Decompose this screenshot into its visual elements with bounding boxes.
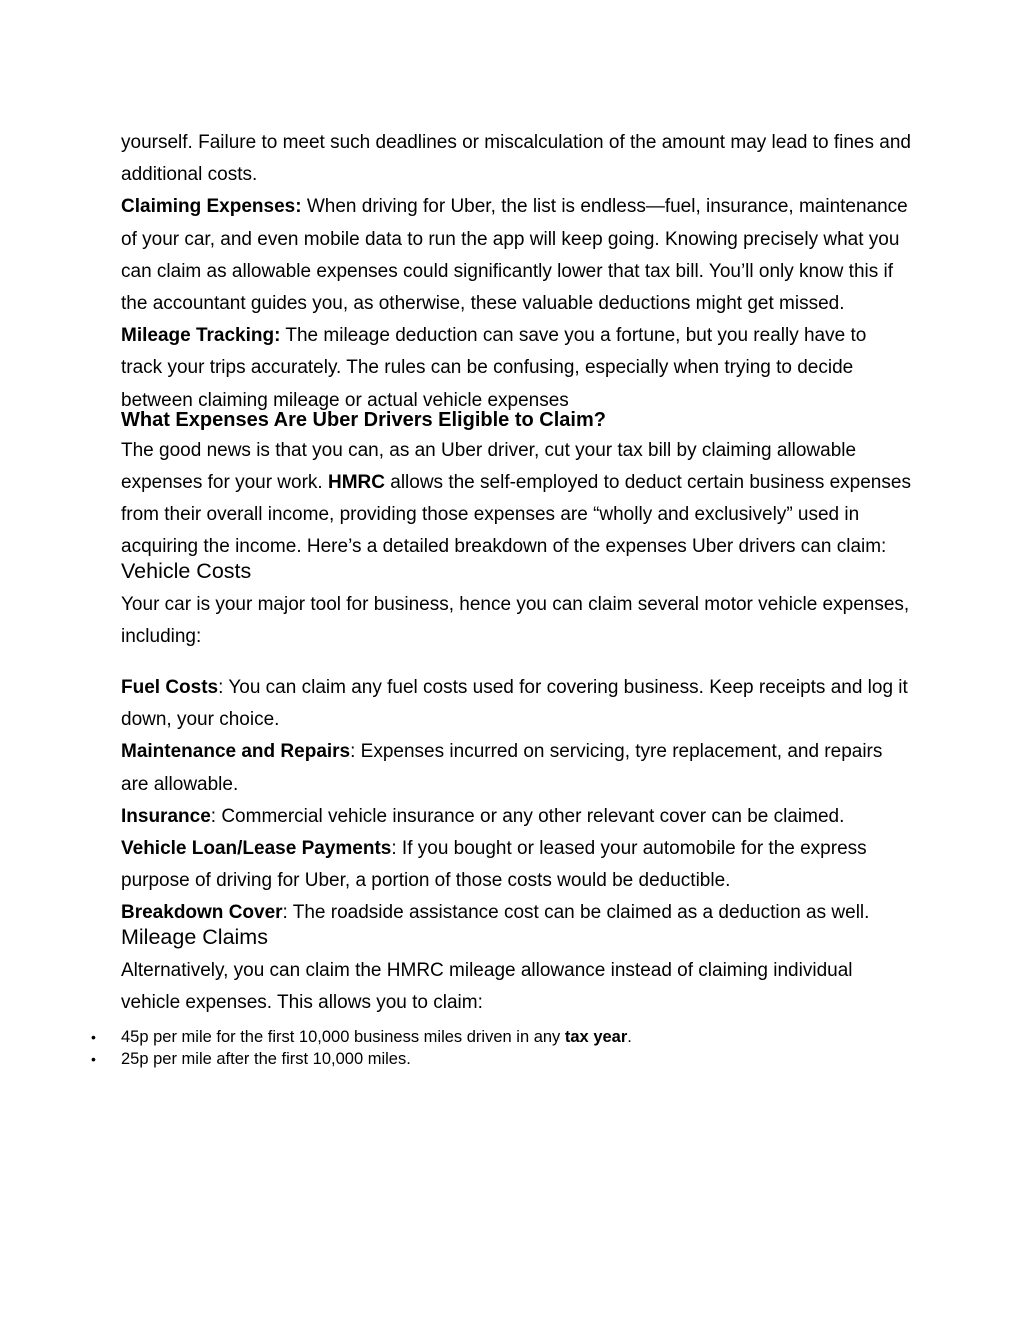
- eligible-expenses-paragraph: [121, 435, 911, 564]
- list-item-text: 25p per mile after the first 10,000 miles.: [121, 1050, 411, 1069]
- vehicle-item-label: Breakdown Cover: [121, 902, 283, 924]
- vehicle-item-label: Insurance: [121, 805, 211, 827]
- vehicle-item-text: : You can claim any fuel costs used for covering business. Keep receipts and log it down, your choice.: [121, 677, 908, 731]
- list-item-text: 45p per mile for the first 10,000 business miles driven in any: [121, 1028, 565, 1047]
- vehicle-item-maintenance: [121, 736, 911, 800]
- mileage-tracking-text: The mileage deduction can save you a fortune, but you really have to track your trips accurately. The rules can be confusing, especially when trying to decide between claiming mileage or actual vehicle expenses: [121, 325, 867, 411]
- vehicle-item-fuel: [121, 672, 911, 736]
- vehicle-costs-intro-text: Your car is your major tool for business, hence you can claim several motor vehicle expenses, including:: [121, 593, 910, 647]
- vehicle-costs-heading: Vehicle Costs: [121, 558, 252, 583]
- mileage-claims-heading: Mileage Claims: [121, 924, 268, 949]
- eligible-text-before: The good news is that you can, as an Uber driver, cut your tax bill by claiming allowable expenses for your work.: [121, 439, 857, 494]
- claiming-expenses-paragraph: [121, 191, 911, 320]
- vehicle-item-loan-lease: [121, 833, 911, 897]
- spacer: [121, 653, 911, 672]
- vehicle-item-label: Fuel Costs: [121, 677, 219, 699]
- mileage-claims-intro: [121, 955, 911, 1019]
- vehicle-item-label: Maintenance and Repairs: [121, 741, 351, 763]
- mileage-claims-intro-text: Alternatively, you can claim the HMRC mileage allowance instead of claiming individual vehicle expenses. This allows you to claim:: [121, 959, 853, 1013]
- eligible-expenses-heading: What Expenses Are Uber Drivers Eligible to Claim?: [121, 408, 606, 431]
- bullet-icon: •: [91, 1051, 96, 1068]
- vehicle-costs-intro: [121, 589, 911, 653]
- document-body: [91, 127, 911, 1070]
- list-item: [91, 1048, 911, 1070]
- claiming-expenses-label: Claiming Expenses:: [121, 196, 302, 218]
- mileage-tracking-label: Mileage Tracking:: [121, 325, 281, 347]
- mileage-tracking-paragraph: [121, 320, 911, 417]
- mileage-rates-list: [91, 1026, 911, 1070]
- vehicle-item-text: : Expenses incurred on servicing, tyre replacement, and repairs are allowable.: [121, 741, 883, 795]
- intro-text: yourself. Failure to meet such deadlines or miscalculation of the amount may lead to fines and additional costs.: [121, 132, 911, 186]
- vehicle-item-text: : If you bought or leased your automobile for the express purpose of driving for Uber, a portion of those costs would be deductible.: [121, 838, 867, 892]
- list-item-after: .: [627, 1028, 632, 1047]
- list-item: [91, 1026, 911, 1048]
- vehicle-item-text: : The roadside assistance cost can be claimed as a deduction as well.: [282, 902, 870, 924]
- list-item-bold: tax year: [564, 1028, 628, 1047]
- hmrc-term: HMRC: [327, 472, 385, 494]
- bullet-icon: •: [91, 1029, 96, 1046]
- vehicle-item-insurance: [121, 801, 911, 833]
- intro-paragraph: [121, 127, 911, 191]
- eligible-text-after: allows the self-employed to deduct certain business expenses from their overall income, providing those expenses are “wholly and exclusively” used in acquiring the income. Here’s a detailed breakdown of the expenses Uber drivers can claim:: [121, 472, 911, 558]
- vehicle-item-text: : Commercial vehicle insurance or any other relevant cover can be claimed.: [210, 805, 845, 827]
- vehicle-item-label: Vehicle Loan/Lease Payments: [121, 838, 392, 860]
- claiming-expenses-text: When driving for Uber, the list is endless—fuel, insurance, maintenance of your car, and even mobile data to run the app will keep going. Knowing precisely what you can claim as allowable expenses could significantly lower that tax bill. You’ll only know this if the accountant guides you, as otherwise, these valuable deductions might get missed.: [121, 196, 908, 315]
